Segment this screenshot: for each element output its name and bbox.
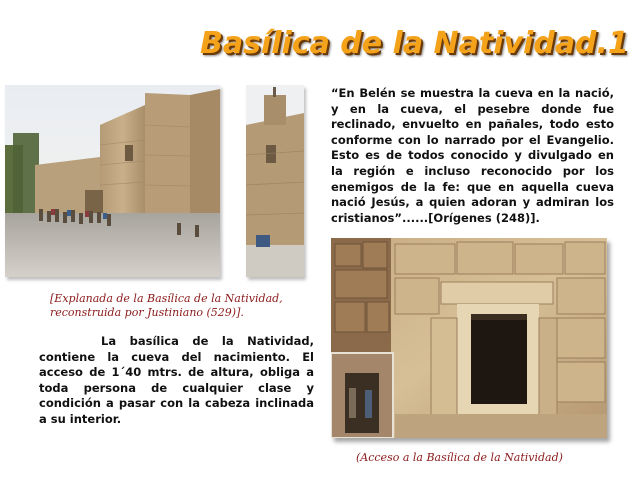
plaza-caption: [Explanada de la Basílica de la Natividad, reconstruida por Justiniano (529)].	[50, 292, 283, 319]
plaza-photo	[5, 85, 220, 277]
basilica-description: La basílica de la Natividad, contiene la cueva del nacimiento. El acceso de 1´40 mtrs. de altura, obliga a toda persona de cualquier clase y condición a pasar con la cabeza inclinada a su interior.	[39, 334, 314, 426]
origenes-quote: “En Belén se muestra la cueva en la nació, y en la cueva, el pesebre donde fue reclinado, envuelto en pañales, todo esto conforme con lo narrado por el Evangelio. Esto es de todos conocido y divulgado en la región e incluso reconocido por los enemigos de la fe: que en aquella cueva nació Jesús, a quien adoran y admiran los cristianos”......[Orígenes (248)].	[331, 86, 614, 225]
door-photo-image	[331, 238, 607, 438]
door-photo	[331, 238, 607, 438]
slide-title: Basílica de la Natividad.1	[200, 26, 629, 61]
tower-photo-image	[246, 85, 304, 277]
tower-photo	[246, 85, 304, 277]
door-caption: (Acceso a la Basílica de la Natividad)	[356, 451, 563, 464]
plaza-photo-image	[5, 85, 220, 277]
